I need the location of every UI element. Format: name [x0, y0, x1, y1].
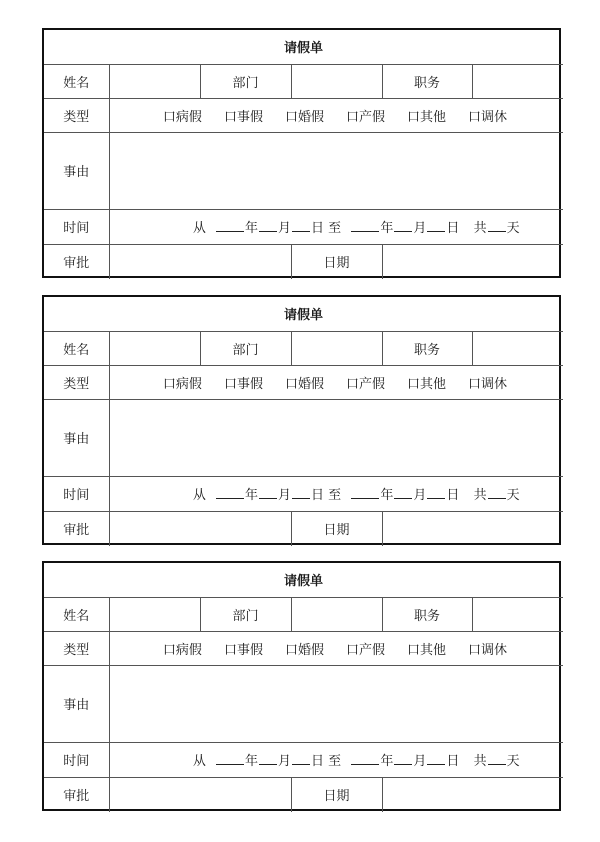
day-text: 日 [311, 221, 325, 236]
end-year-blank[interactable] [351, 219, 379, 232]
end-day-blank[interactable] [427, 486, 445, 499]
total-days-blank[interactable] [488, 486, 506, 499]
start-month-blank[interactable] [259, 219, 277, 232]
leave-form-table [44, 563, 563, 812]
start-day-blank[interactable] [292, 752, 310, 765]
end-month-blank[interactable] [394, 219, 412, 232]
leave-type-other-checkbox[interactable]: 口其他 [406, 376, 446, 392]
department-field[interactable] [291, 64, 382, 98]
year-text: 年 [380, 221, 394, 236]
type-label: 类型 [44, 631, 109, 665]
leave-type-sick-checkbox[interactable]: 口病假 [162, 109, 202, 125]
leave-type-marriage-checkbox[interactable]: 口婚假 [284, 642, 324, 658]
day-text: 日 [446, 754, 460, 769]
day-text: 日 [446, 488, 460, 503]
approval-label: 审批 [44, 244, 109, 279]
month-text: 月 [278, 754, 292, 769]
month-text: 月 [413, 488, 427, 503]
date-label: 日期 [291, 244, 382, 279]
month-text: 月 [278, 221, 292, 236]
date-field[interactable] [382, 244, 563, 279]
leave-form [42, 561, 561, 811]
leave-type-maternity-checkbox[interactable]: 口产假 [345, 642, 385, 658]
department-label: 部门 [200, 64, 291, 98]
leave-type-compensatory-checkbox[interactable]: 口调休 [468, 109, 508, 125]
position-label: 职务 [382, 597, 472, 631]
leave-type-personal-checkbox[interactable]: 口事假 [223, 642, 263, 658]
type-label: 类型 [44, 365, 109, 399]
from-text: 从 [192, 754, 206, 769]
date-field[interactable] [382, 511, 563, 546]
start-day-blank[interactable] [292, 219, 310, 232]
position-field[interactable] [472, 64, 563, 98]
department-field[interactable] [291, 597, 382, 631]
to-text: 至 [328, 754, 342, 769]
date-label: 日期 [291, 777, 382, 812]
reason-label: 事由 [44, 132, 109, 209]
leave-type-compensatory-checkbox[interactable]: 口调休 [468, 642, 508, 658]
year-text: 年 [244, 488, 258, 503]
position-field[interactable] [472, 331, 563, 365]
reason-label: 事由 [44, 665, 109, 742]
approval-field[interactable] [109, 244, 291, 279]
leave-form-table [44, 297, 563, 546]
date-label: 日期 [291, 511, 382, 546]
reason-field[interactable] [109, 399, 563, 476]
time-range [109, 742, 563, 777]
leave-type-marriage-checkbox[interactable]: 口婚假 [284, 109, 324, 125]
leave-type-maternity-checkbox[interactable]: 口产假 [345, 376, 385, 392]
start-month-blank[interactable] [259, 752, 277, 765]
leave-type-personal-checkbox[interactable]: 口事假 [223, 376, 263, 392]
time-label: 时间 [44, 476, 109, 511]
days-text: 天 [506, 221, 520, 236]
month-text: 月 [413, 221, 427, 236]
form-title: 请假单 [44, 563, 563, 597]
department-label: 部门 [200, 597, 291, 631]
from-text: 从 [192, 221, 206, 236]
leave-type-sick-checkbox[interactable]: 口病假 [162, 376, 202, 392]
month-text: 月 [278, 488, 292, 503]
start-year-blank[interactable] [216, 752, 244, 765]
form-title: 请假单 [44, 30, 563, 64]
year-text: 年 [244, 754, 258, 769]
leave-type-compensatory-checkbox[interactable]: 口调休 [468, 376, 508, 392]
leave-type-other-checkbox[interactable]: 口其他 [406, 642, 446, 658]
approval-field[interactable] [109, 777, 291, 812]
start-month-blank[interactable] [259, 486, 277, 499]
position-field[interactable] [472, 597, 563, 631]
year-text: 年 [244, 221, 258, 236]
approval-label: 审批 [44, 777, 109, 812]
year-text: 年 [380, 754, 394, 769]
day-text: 日 [311, 754, 325, 769]
time-label: 时间 [44, 209, 109, 244]
department-label: 部门 [200, 331, 291, 365]
leave-form-table [44, 30, 563, 279]
reason-field[interactable] [109, 665, 563, 742]
date-field[interactable] [382, 777, 563, 812]
form-title: 请假单 [44, 297, 563, 331]
leave-type-sick-checkbox[interactable]: 口病假 [162, 642, 202, 658]
total-days-blank[interactable] [488, 752, 506, 765]
start-day-blank[interactable] [292, 486, 310, 499]
name-label: 姓名 [44, 331, 109, 365]
name-field[interactable] [109, 597, 200, 631]
leave-type-personal-checkbox[interactable]: 口事假 [223, 109, 263, 125]
leave-type-options [109, 631, 563, 665]
reason-label: 事由 [44, 399, 109, 476]
position-label: 职务 [382, 331, 472, 365]
leave-type-maternity-checkbox[interactable]: 口产假 [345, 109, 385, 125]
days-text: 天 [506, 754, 520, 769]
to-text: 至 [328, 488, 342, 503]
type-label: 类型 [44, 98, 109, 132]
leave-form [42, 28, 561, 278]
approval-field[interactable] [109, 511, 291, 546]
days-text: 天 [506, 488, 520, 503]
start-year-blank[interactable] [216, 486, 244, 499]
end-month-blank[interactable] [394, 486, 412, 499]
total-text: 共 [473, 488, 487, 503]
leave-type-options [109, 98, 563, 132]
month-text: 月 [413, 754, 427, 769]
end-year-blank[interactable] [351, 752, 379, 765]
end-month-blank[interactable] [394, 752, 412, 765]
reason-field[interactable] [109, 132, 563, 209]
leave-form [42, 295, 561, 545]
end-day-blank[interactable] [427, 752, 445, 765]
department-field[interactable] [291, 331, 382, 365]
approval-label: 审批 [44, 511, 109, 546]
total-text: 共 [473, 754, 487, 769]
name-field[interactable] [109, 331, 200, 365]
position-label: 职务 [382, 64, 472, 98]
name-field[interactable] [109, 64, 200, 98]
to-text: 至 [328, 221, 342, 236]
leave-type-marriage-checkbox[interactable]: 口婚假 [284, 376, 324, 392]
leave-type-other-checkbox[interactable]: 口其他 [406, 109, 446, 125]
leave-type-options [109, 365, 563, 399]
total-text: 共 [473, 221, 487, 236]
time-range [109, 209, 563, 244]
end-day-blank[interactable] [427, 219, 445, 232]
total-days-blank[interactable] [488, 219, 506, 232]
end-year-blank[interactable] [351, 486, 379, 499]
name-label: 姓名 [44, 597, 109, 631]
year-text: 年 [380, 488, 394, 503]
name-label: 姓名 [44, 64, 109, 98]
from-text: 从 [192, 488, 206, 503]
day-text: 日 [311, 488, 325, 503]
start-year-blank[interactable] [216, 219, 244, 232]
time-range [109, 476, 563, 511]
time-label: 时间 [44, 742, 109, 777]
day-text: 日 [446, 221, 460, 236]
